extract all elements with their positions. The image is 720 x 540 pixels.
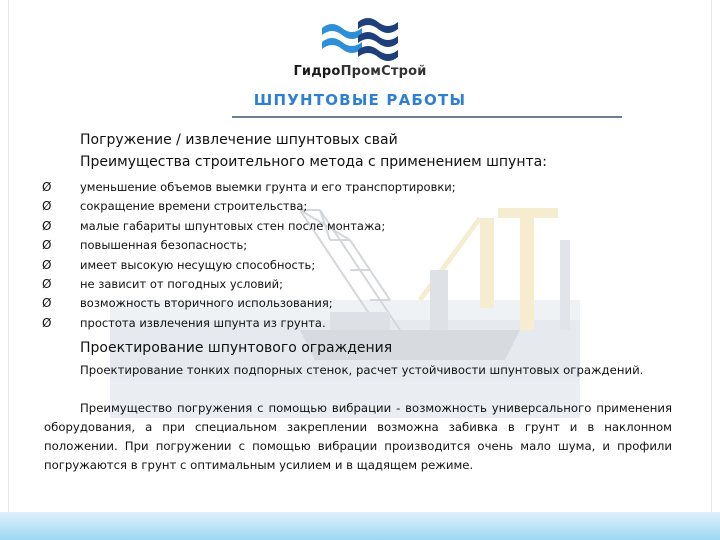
list-item: [42, 178, 456, 197]
arrow-bullet-icon: Ø: [42, 238, 52, 253]
list-item: [42, 314, 456, 333]
list-item: [42, 256, 456, 275]
company-name-part2: ПромСтрой: [340, 64, 427, 79]
arrow-bullet-icon: Ø: [42, 199, 52, 214]
list-item: [42, 236, 456, 255]
company-logo-icon: [318, 18, 402, 66]
heading-installation: Погружение / извлечение шпунтовых свай: [80, 132, 398, 148]
list-item-text: имеет высокую несущую способность;: [80, 257, 316, 272]
arrow-bullet-icon: Ø: [42, 257, 52, 272]
list-item-text: возможность вторичного использования;: [80, 296, 333, 311]
arrow-bullet-icon: Ø: [42, 296, 52, 311]
company-name: [0, 64, 720, 79]
list-item-text: простота извлечения шпунта из грунта.: [80, 315, 326, 330]
arrow-bullet-icon: Ø: [42, 276, 52, 291]
title-divider: [232, 116, 622, 118]
list-item-text: повышенная безопасность;: [80, 238, 248, 253]
list-item: [42, 217, 456, 236]
section-title: ШПУНТОВЫЕ РАБОТЫ: [253, 91, 467, 109]
list-item: [42, 197, 456, 216]
list-item-text: уменьшение объемов выемки грунта и его транспортировки;: [80, 180, 456, 194]
list-item-text: малые габариты шпунтовых стен после монтажа;: [80, 218, 386, 233]
paragraph-vibration: Преимущество погружения с помощью вибрации - возможность универсального применения оборудования, а при специальном закреплении возможна забивка в грунт и в наклонном положении. При погружении с помощью вибрации производится очень мало шума, и профили погружаются в грунт с оптимальным усилием и в щадящем режиме.: [44, 401, 672, 472]
heading-advantages: Преимущества строительного метода с применением шпунта:: [80, 154, 547, 170]
heading-design: Проектирование шпунтового ограждения: [80, 340, 393, 356]
company-name-part1: Гидро: [293, 64, 341, 79]
arrow-bullet-icon: Ø: [42, 315, 52, 330]
advantages-list: [42, 178, 456, 333]
list-item-text: сокращение времени строительства;: [80, 199, 308, 214]
arrow-bullet-icon: Ø: [42, 218, 52, 233]
arrow-bullet-icon: Ø: [42, 180, 52, 194]
list-item-text: не зависит от погодных условий;: [80, 276, 283, 291]
list-item: [42, 275, 456, 294]
list-item: [42, 294, 456, 313]
footer-bar: [0, 512, 720, 540]
paragraph-design: Проектирование тонких подпорных стенок, расчет устойчивости шпунтовых ограждений.: [80, 363, 644, 377]
